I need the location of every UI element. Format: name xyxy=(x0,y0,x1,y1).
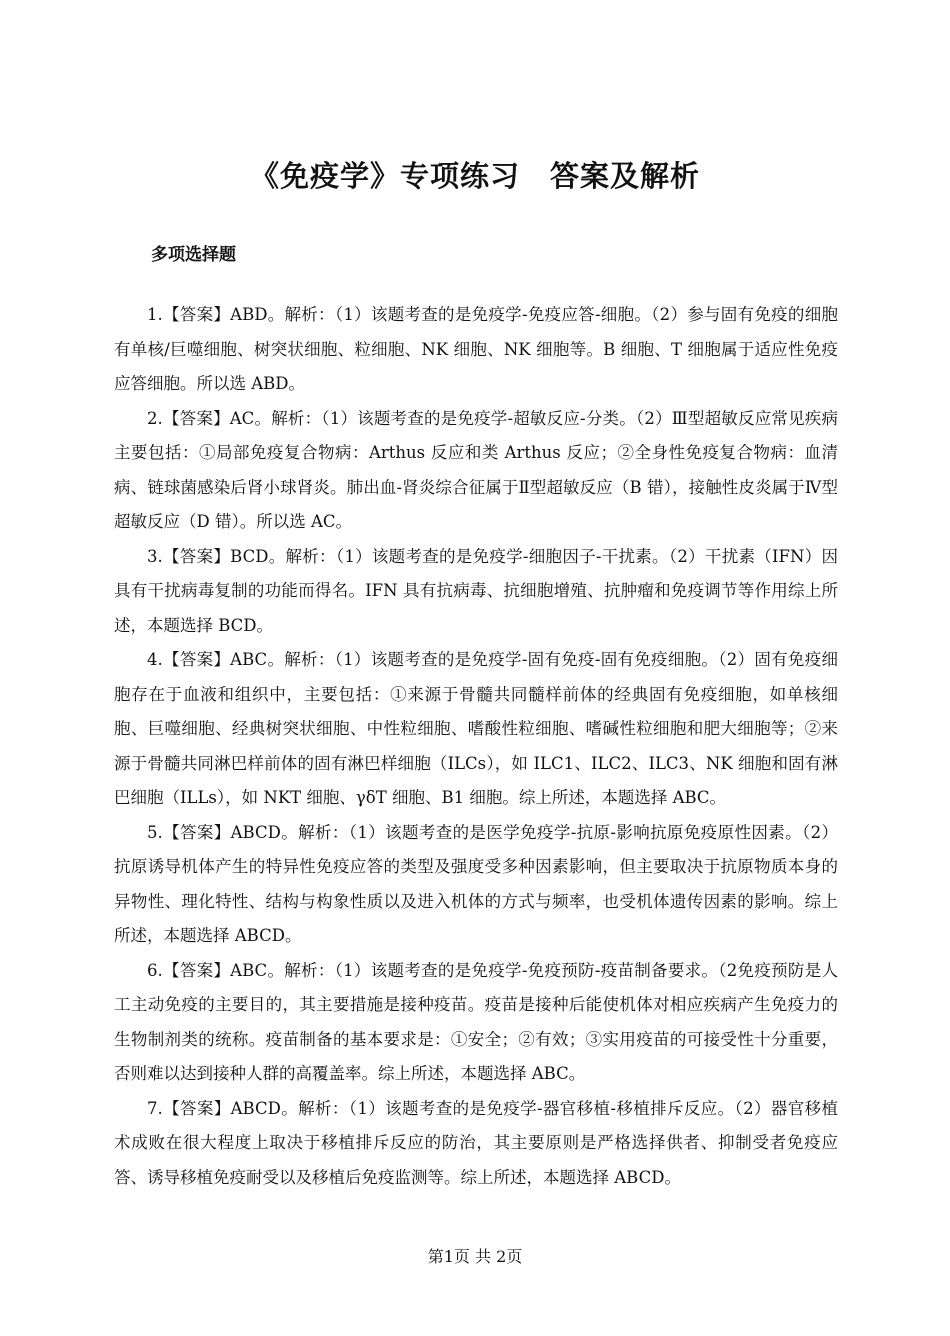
answer-list xyxy=(114,298,838,1195)
answer-item: 1.【答案】ABD。解析：（1）该题考查的是免疫学-免疫应答-细胞。（2）参与固有免疫的细胞有单核/巨噬细胞、树突状细胞、粒细胞、NK 细胞、NK 细胞等。B 细胞、T 细胞属于适应性免疫应答细胞。所以选 ABD。 xyxy=(114,305,838,393)
page-title: 《免疫学》专项练习 答案及解析 xyxy=(249,159,700,193)
answer-item: 5.【答案】ABCD。解析：（1）该题考查的是医学免疫学-抗原-影响抗原免疫原性因素。（2）抗原诱导机体产生的特异性免疫应答的类型及强度受多种因素影响，但主要取决于抗原物质本身的异物性、理化特性、结构与构象性质以及进入机体的方式与频率，也受机体遗传因素的影响。综上所述，本题选择 ABCD。 xyxy=(114,822,838,945)
page-footer: 第1页 共 2页 xyxy=(427,1247,523,1266)
answer-item: 7.【答案】ABCD。解析：（1）该题考查的是免疫学-器官移植-移植排斥反应。（2）器官移植术成败在很大程度上取决于移植排斥反应的防治，其主要原则是严格选择供者、抑制受者免疫应答、诱导移植免疫耐受以及移植后免疫监测等。综上所述，本题选择 ABCD。 xyxy=(114,1098,838,1187)
answer-item: 6.【答案】ABC。解析：（1）该题考查的是免疫学-免疫预防-疫苗制备要求。（2免疫预防是人工主动免疫的主要目的，其主要措施是接种疫苗。疫苗是接种后能使机体对相应疾病产生免疫力的生物制剂类的统称。疫苗制备的基本要求是：①安全；②有效；③实用疫苗的可接受性十分重要，否则难以达到接种人群的高覆盖率。综上所述，本题选择 ABC。 xyxy=(114,960,838,1083)
section-heading: 多项选择题 xyxy=(151,245,236,265)
answer-item: 3.【答案】BCD。解析：（1）该题考查的是免疫学-细胞因子-干扰素。（2）干扰素（IFN）因具有干扰病毒复制的功能而得名。IFN 具有抗病毒、抗细胞增殖、抗肿瘤和免疫调节等作用综上所述，本题选择 BCD。 xyxy=(114,546,838,635)
answer-item: 4.【答案】ABC。解析：（1）该题考查的是免疫学-固有免疫-固有免疫细胞。（2）固有免疫细胞存在于血液和组织中，主要包括：①来源于骨髓共同髓样前体的经典固有免疫细胞，如单核细胞、巨噬细胞、经典树突状细胞、中性粒细胞、嗜酸性粒细胞、嗜碱性粒细胞和肥大细胞等；②来源于骨髓共同淋巴样前体的固有淋巴样细胞（ILCs），如 ILC1、ILC2、ILC3、NK 细胞和固有淋巴细胞（ILLs），如 NKT 细胞、γδT 细胞、B1 细胞。综上所述，本题选择 ABC。 xyxy=(114,650,838,807)
answer-item: 2.【答案】AC。解析：（1）该题考查的是免疫学-超敏反应-分类。（2）Ⅲ型超敏反应常见疾病主要包括：①局部免疫复合物病：Arthus 反应和类 Arthus 反应；②全身性免疫复合物病：血清病、链球菌感染后肾小球肾炎。肺出血-肾炎综合征属于Ⅱ型超敏反应（B 错），接触性皮炎属于Ⅳ型超敏反应（D 错）。所以选 AC。 xyxy=(114,408,838,531)
